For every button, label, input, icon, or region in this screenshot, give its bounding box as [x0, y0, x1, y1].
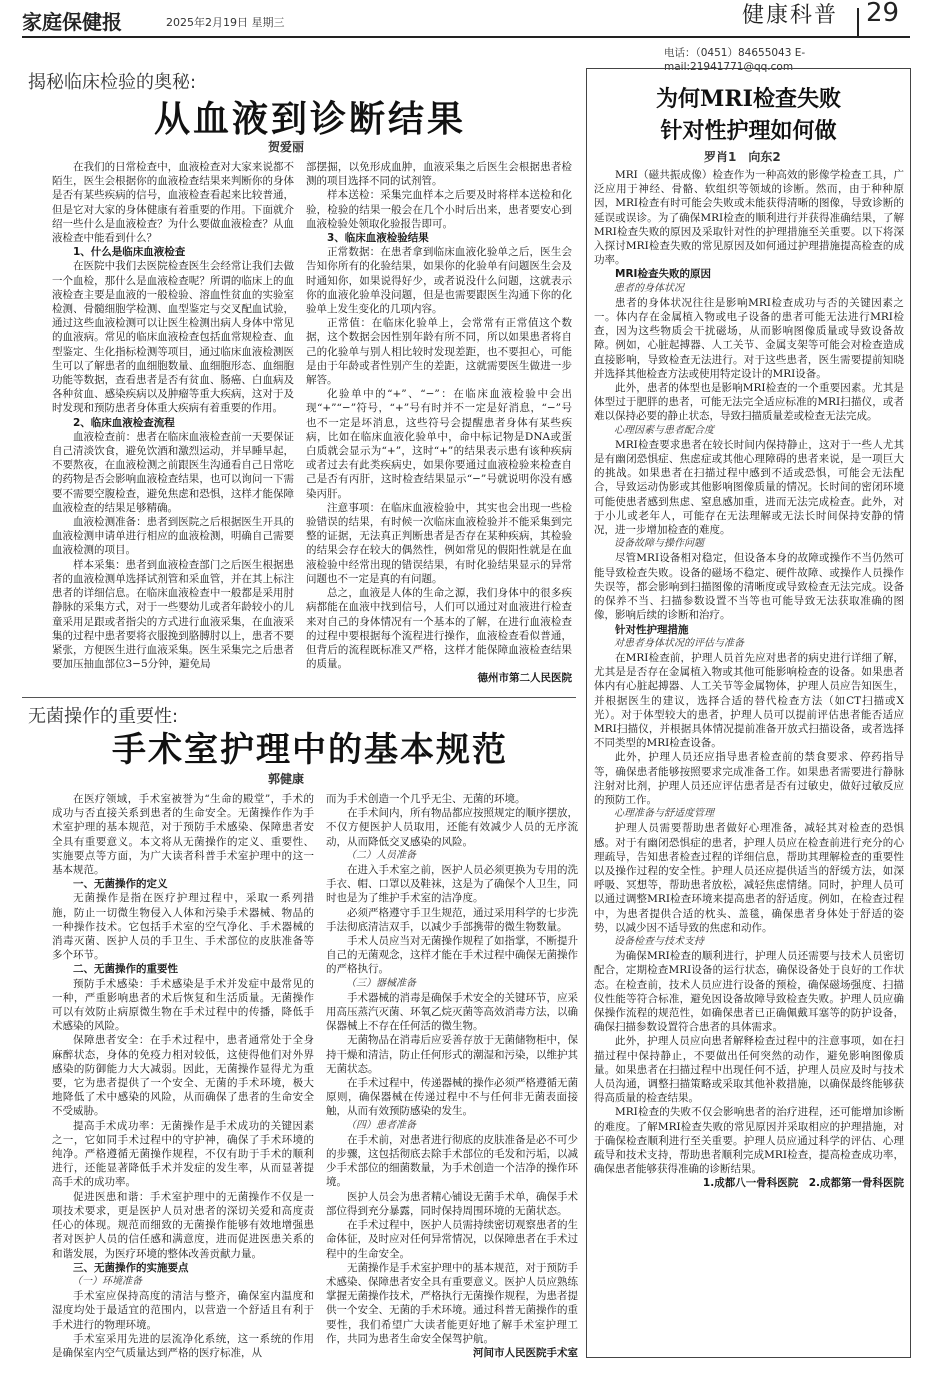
paragraph: 在手术过程中，医护人员需持续密切观察患者的生命体征，及时应对任何异常情况，以保障患者在手术过程中的生命安全。	[326, 1219, 578, 1260]
section-title: 健康科普	[742, 3, 839, 28]
paragraph: 无菌操作是手术室护理中的基本规范，对于预防手术感染、保障患者安全具有重要意义。医护人员应熟练掌握无菌操作技术，严格执行无菌操作规程，为患者提供一个安全、无菌的手术环境。通过科普无菌操作的重要性，我们希望广大读者能更好地了解手术室护理工作，共同为患者生命安全保驾护航。	[326, 1261, 578, 1345]
article1-column-1	[52, 160, 294, 690]
paragraph: 部摆掘，以免形成血肿，血液采集之后医生会根据患者检测的项目选择不同的试剂管。	[306, 161, 572, 188]
paragraph: 无菌操作是指在医疗护理过程中，采取一系列措施，防止一切微生物侵入人体和污染手术器械、物品的一种操作技术。它包括手术室的空气净化、手术器械的消毒灭菌、医护人员的手卫生、手术部位的皮肤准备等多个环节。	[52, 892, 314, 962]
subsection-heading: 对患者身体状况的评估与准备	[614, 637, 744, 649]
article2-author: 郭健康	[268, 772, 305, 786]
subsection-heading: 心理准备与舒适度管理	[614, 808, 714, 820]
paragraph: 患者的身体状况往往是影响MRI检查成功与否的关键因素之一。体内存在金属植入物或电子设备的患者可能无法进行MRI检查，因为这些物质会干扰磁场，从而影响图像质量或导致设备故障。例如，心脏起搏器、人工关节、金属支架等可能会对检查造成直接影响，导致检查无法进行。对于这些患者，医生需要提前知晓并选择其他检查方法或使用特定设计的MRI设备。	[594, 296, 904, 380]
paragraph: 必须严格遵守手卫生规范，通过采用科学的七步洗手法彻底清洁双手，以减少手部携带的微生物数量。	[326, 906, 578, 933]
paragraph: 无菌物品在消毒后应妥善存放于无菌储物柜中，保持干燥和清洁，防止任何形式的潮湿和污染，以维护其无菌状态。	[326, 1034, 578, 1075]
source-byline: 河间市人民医院手术室	[473, 1346, 578, 1359]
paragraph: MRI（磁共振成像）检查作为一种高效的影像学检查工具，广泛应用于神经、骨骼、软组织等领域的诊断。然而，由于种种原因，MRI检查有时可能会失败或未能获得清晰的图像，导致诊断的延误或误诊。为了确保MRI检查的顺利进行并获得准确结果，了解MRI检查失败的原因及采取针对性的护理措施至关重要。以下将深入探讨MRI检查失败的常见原因及如何通过护理措施提高检查的成功率。	[594, 169, 904, 267]
section-heading: 3、临床血液检验结果	[327, 232, 429, 245]
paragraph: 样本送检：采集完血样本之后要及时将样本送检和化验，检验的结果一般会在几个小时后出来，患者要安心到血液检验处领取化验报告即可。	[306, 189, 572, 230]
subsection-heading: （四）患者准备	[346, 1119, 416, 1131]
paragraph: 手术器械的消毒是确保手术安全的关键环节，应采用高压蒸汽灭菌、环氧乙烷灭菌等高效消毒方法，以确保器械上不存在任何活的微生物。	[326, 991, 578, 1033]
paragraph: 在医院中我们去医院检查医生会经常让我们去做一个血检，那什么是血液检查呢？所谓的临床上的血液检查主要是血液的一般检验、溶血性贫血的实验室检测、骨髓细胞学检测、血型鉴定与交叉配血试验，通过这些血液检测可以让医生检测出病人身体中常见的血液病。常见的临床血液检查包括血常规检查、血型鉴定、生化指标检测等项目，通过临床血液检测医生可以了解患者的血细胞数量、血细胞形态、血细胞功能等数据，查看患者是否有贫血、肠癌、白血病及各种贫血、感染疾病以及肿瘤等重大疾病，这对于及时发现和预防患者身体重大疾病有着重要的作用。	[52, 260, 294, 415]
article1-column-2	[306, 160, 572, 690]
paragraph: 护理人员需要帮助患者做好心理准备，减轻其对检查的恐惧感。对于有幽闭恐惧症的患者，护理人员应在检查前进行充分的心理疏导，告知患者检查过程的详细信息，帮助其理解检查的重要性以及操作过程的安全性。护理人员还应提供适当的舒缓方法，如深呼吸、冥想等，帮助患者放松，减轻焦虑情绪。同时，护理人员可以通过调整MRI检查环境来提高患者的舒适度。例如，在检查过程中，为患者提供合适的枕头、盖毯，确保患者身体处于舒适的姿势，以减少因不适导致的焦虑和动作。	[594, 822, 904, 934]
paragraph: 在手术前，对患者进行彻底的皮肤准备是必不可少的步骤，这包括彻底去除手术部位的毛发和污垢，以减少手术部位的细菌数量，为手术创造一个洁净的操作环境。	[326, 1133, 578, 1189]
paragraph: 注意事项：在临床血液检验中，其实也会出现一些检验错误的结果，有时候一次临床血液检验并不能采集到完整的证据，无法真正判断患者是否存在某种疾病，其检验的结果会存在较大的偶然性，例如常见的假阳性就是在血液检验中经常出现的错误结果，有时化验结果显示的异常问题也不一定是真的有问题。	[306, 501, 572, 585]
newspaper-name: 家庭保健报	[22, 10, 122, 34]
paragraph: 在手术过程中，传递器械的操作必须严格遵循无菌原则，确保器械在传递过程中不与任何非无菌表面接触，从而有效预防感染的发生。	[326, 1077, 578, 1118]
paragraph: 样本采集：患者到血液检查部门之后医生根据患者的血液检测单选择试剂管和采血管，并在其上标注患者的详细信息。在临床血液检查中一般都是采用肘静脉的采集方式，对于一些婴幼儿或者年龄较小的儿童采用足跟或者指尖的方式进行血液采集，在血液采集的过程中患者要将衣服挽到胳膊肘以上，患者不要紧张，方便医生进行血液采集。医生采集完之后患者要加压抽血部位3−5分钟，避免局	[52, 558, 294, 671]
subsection-heading: （二）人员准备	[346, 849, 416, 861]
issue-date: 2025年2月19日 星期三	[166, 16, 285, 29]
paragraph: 正常数据：在患者拿到临床血液化验单之后，医生会告知你所有的化验结果，如果你的化验单有问题医生会及时通知你，如果说得好少，或者说没什么问题，这就表示你的血液化验单没问题，但是也需要跟医生沟通下你的化验单上发生变化的几项内容。	[306, 246, 572, 316]
paragraph: 提高手术成功率：无菌操作是手术成功的关键因素之一，它如同手术过程中的守护神，确保了手术环境的纯净。严格遵循无菌操作规程，不仅有助于手术的顺利进行，还能显著降低手术并发症的发生率，从而显著提高手术的成功率。	[52, 1119, 314, 1189]
paragraph: MRI检查的失败不仅会影响患者的治疗进程，还可能增加诊断的难度。了解MRI检查失败的常见原因并采取相应的护理措施，对于确保检查顺利进行至关重要。护理人员应通过科学的评估、心理疏导和技术支持，帮助患者顺利完成MRI检查，提高检查成功率，确保患者能够获得准确的诊断结果。	[594, 1106, 904, 1176]
section-heading: 2、临床血液检查流程	[73, 416, 175, 429]
section-heading: 二、无菌操作的重要性	[73, 963, 178, 976]
article2-kicker: 无菌操作的重要性:	[28, 706, 179, 727]
section-heading: 1、什么是临床血液检查	[73, 246, 186, 259]
subsection-heading: （三）器械准备	[346, 977, 416, 989]
paragraph: 手术室采用先进的层流净化系统，这一系统的作用是确保室内空气质量达到严格的医疗标准，从	[52, 1332, 314, 1359]
subsection-heading: 设备故障与操作问题	[614, 538, 704, 550]
paragraph: 手术人员应当对无菌操作规程了如指掌，不断提升自己的无菌观念，这样才能在手术过程中确保无菌操作的严格执行。	[326, 935, 578, 976]
source-byline: 1.成都八一骨科医院 2.成都第一骨科医院	[702, 1177, 904, 1190]
paragraph: 此外，护理人员应向患者解释检查过程中的注意事项，如在扫描过程中保持静止，不要做出任何突然的动作，避免影响图像质量。如果患者在扫描过程中出现任何不适，护理人员应及时与技术人员沟通，调整扫描策略或采取其他补救措施，以确保最终能够获得高质量的检查结果。	[594, 1035, 904, 1105]
paragraph: 为确保MRI检查的顺利进行，护理人员还需要与技术人员密切配合，定期检查MRI设备的运行状态，确保设备处于良好的工作状态。在检查前，技术人员应进行设备的预检，确保磁场强度、扫描仪性能等符合标准，避免因设备故障导致检查失败。护理人员应确保操作流程的规范性，如确保患者已正确佩戴耳塞等的防护设备，确保扫描参数设置符合患者的具体需求。	[594, 950, 904, 1034]
paragraph: 此外，患者的体型也是影响MRI检查的一个重要因素。尤其是体型过于肥胖的患者，可能无法完全适应标准的MRI扫描仪，或者难以保持必要的静止状态，导致扫描质量差或检查无法完成。	[594, 382, 904, 423]
paragraph: 而为手术创造一个几乎无尘、无菌的环境。	[326, 793, 526, 805]
article1-author: 贺爱丽	[268, 140, 305, 154]
article3-title-line1: 为何MRI检查失败	[656, 86, 841, 112]
subsection-heading: （一）环境准备	[72, 1275, 142, 1287]
paragraph: 在我们的日常检查中，血液检查对大家来说都不陌生，医生会根据你的血液检查结果来判断你的身体是否有某些疾病的信号，血液检查看起来比较普通，但是它对大家的身体健康有着重要的作用。下面就介绍一些什么是血液检查？为什么要做血液检查？从血液检查中能看到什么？	[52, 161, 294, 245]
article3-body	[594, 168, 904, 1352]
section-heading: MRI检查失败的原因	[615, 268, 711, 281]
article2-column-2	[326, 792, 578, 1374]
section-heading: 一、无菌操作的定义	[73, 878, 168, 891]
article1-kicker: 揭秘临床检验的奥秘:	[28, 72, 197, 93]
article2-column-1	[52, 792, 314, 1374]
article3-author: 罗肖1 向东2	[704, 150, 781, 164]
paragraph: 保障患者安全：在手术过程中，患者通常处于全身麻醉状态，身体的免疫力相对较低，这使得他们对外界感染的防御能力大大减弱。因此，无菌操作显得尤为重要，它为患者提供了一个安全、无菌的手术环境，极大地降低了术中感染的风险，从而确保了患者的生命安全不受威胁。	[52, 1034, 314, 1118]
paragraph: 血液检查前：患者在临床血液检查前一天要保证自己清淡饮食，避免饮酒和激烈运动，并早睡早起，不要熬夜，在血液检测之前跟医生沟通看自己日常吃的药物是否会影响血液检查结果，也可以询问一下需要不需要空腹检查，避免焦虑和恐惧，这样才能保障血液检查的结果足够精确。	[52, 430, 294, 514]
header-rule	[22, 36, 910, 38]
article3-title-line2: 针对性护理如何做	[660, 118, 837, 144]
paragraph: 在医疗领域，手术室被誉为“生命的殿堂”，手术的成功与否直接关系到患者的生命安全。无菌操作作为手术室护理的基本规范，对于预防手术感染、保障患者安全具有重要意义。本文将从无菌操作的定义、重要性、实施要点等方面，为广大读者科普手术室护理中的这一基本规范。	[52, 793, 314, 877]
paragraph: 在MRI检查前，护理人员首先应对患者的病史进行详细了解，尤其是是否存在金属植入物或其他可能影响检查的设备。如果患者体内有心脏起搏器、人工关节等金属物体，护理人员应告知医生，并根据医生的建议，选择合适的替代检查方法（如CT扫描或X光）。对于体型较大的患者，护理人员可以提前评估患者能否适应MRI扫描仪，并根据具体情况提前准备开放式扫描设备，或者选择不同类型的MRI检查设备。	[594, 651, 904, 750]
subsection-heading: 心理因素与患者配合度	[614, 424, 714, 436]
paragraph: 尽管MRI设备相对稳定，但设备本身的故障或操作不当仍然可能导致检查失败。设备的磁场不稳定、硬件故障、或操作人员操作失误等，都会影响到扫描图像的清晰度或导致检查无法完成。设备的保养不当、扫描参数设置不当等也可能导致无法获取准确的图像，影响后续的诊断和治疗。	[594, 552, 904, 622]
paragraph: 血液检测准备：患者到医院之后根据医生开具的血液检测申请单进行相应的血液检测，明确自己需要血液检测的项目。	[52, 516, 294, 557]
contact-info: 电话：（0451）84655043 E-mail:21941771@qq.com	[664, 47, 806, 74]
paragraph: 预防手术感染：手术感染是手术并发症中最常见的一种，严重影响患者的术后恢复和生活质量。无菌操作可以有效防止病原微生物在手术过程中的传播，降低手术感染的风险。	[52, 977, 314, 1033]
section-heading: 三、无菌操作的实施要点	[73, 1261, 189, 1274]
article1-title: 从血液到诊断结果	[153, 98, 466, 140]
paragraph: 促进医患和谐：手术室护理中的无菌操作不仅是一项技术要求，更是医护人员对患者的深切关爱和高度责任心的体现。规范而细致的无菌操作能够有效地增强患者对医护人员的信任感和满意度，进而促进医患关系的和谐发展，为医疗环境的整体改善贡献力量。	[52, 1190, 314, 1260]
paragraph: 化验单中的“+”、“−”：在临床血液检验中会出现“+”“−”符号，“+”号有时并不一定是好消息，“−”号也不一定是坏消息，这些符号会提醒患者身体有某些疾病，比如在临床血液化验单中，命中标记物是DNA或蛋白质就会显示为“+”，这时“+”的结果表示患有该种疾病或者过去有此类疾病史，如果你要通过血液检验来检查自己是否有丙肝，这时检查结果显示“−”号就说明你没有感染丙肝。	[306, 388, 572, 500]
subsection-heading: 患者的身体状况	[614, 282, 684, 294]
paragraph: 手术室应保持高度的清洁与整齐，确保室内温度和湿度均处于最适宜的范围内，以营造一个舒适且有利于手术进行的物理环境。	[52, 1290, 314, 1331]
paragraph: 此外，护理人员还应指导患者检查前的禁食要求、停药指导等，确保患者能够按照要求完成准备工作。如果患者需要进行静脉注射对比剂，护理人员还应评估患者是否有过敏史，做好过敏反应的预防工作。	[594, 751, 904, 806]
paragraph: 正常值：在临床化验单上，会常常有正常值这个数据，这个数据会因性别年龄有所不同，所以如果患者将自己的化验单与别人相比较时发现差距，也不要担心，可能是由于年龄或者性别产生的差距，这就需要医生做进一步解答。	[306, 317, 572, 387]
article-divider	[22, 697, 576, 698]
header-divider	[857, 8, 859, 36]
subsection-heading: 设备检查与技术支持	[614, 935, 704, 947]
paragraph: MRI检查要求患者在较长时间内保持静止，这对于一些人尤其是有幽闭恐惧症、焦虑症或其他心理障碍的患者来说，是一项巨大的挑战。如果患者在扫描过程中感到不适或恐惧，可能会无法配合，导致运动伪影或其他影响图像质量的情况。长时间的密闭环境可能使患者感到焦虑、窒息感加重，进而无法完成检查。此外，对于小儿或老年人，可能存在无法理解或无法长时间保持安静的情况，进一步增加检查的难度。	[594, 438, 904, 537]
page-header	[0, 0, 930, 74]
paragraph: 在手术间内，所有物品都应按照规定的顺序摆放，不仅方便医护人员取用，还能有效减少人员的无序流动，从而降低交叉感染的风险。	[326, 807, 578, 848]
paragraph: 医护人员会为患者精心铺设无菌手术单，确保手术部位得到充分暴露，同时保持周围环境的无菌状态。	[326, 1190, 578, 1217]
article2-title: 手术室护理中的基本规范	[112, 730, 508, 770]
page-number: 29	[866, 0, 900, 28]
section-heading: 针对性护理措施	[615, 623, 689, 636]
paragraph: 在进入手术室之前，医护人员必须更换为专用的洗手衣、帽、口罩以及鞋袜，这是为了确保个人卫生，同时也是为了维护手术室的洁净度。	[326, 864, 578, 905]
paragraph: 总之，血液是人体的生命之源，我们身体中的很多疾病都能在血液中找到信号，人们可以通过对血液进行检查来对自己的身体情况有一个基本的了解，在进行血液检查的过程中要根据每个流程进行操作，血液检查看似普通，但背后的流程既标准又严格，这样才能保障血液检查结果的质量。	[306, 587, 572, 671]
source-byline: 德州市第二人民医院	[477, 672, 572, 685]
